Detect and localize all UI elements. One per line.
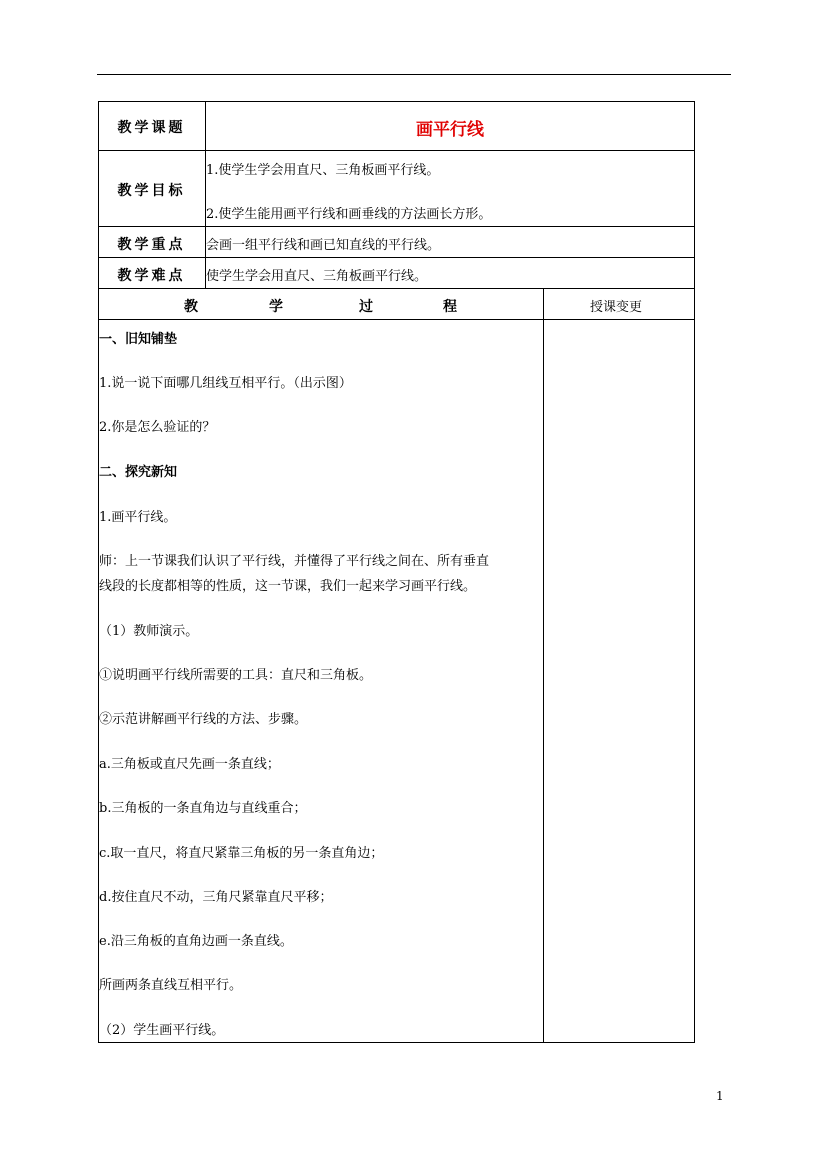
header-rule xyxy=(97,74,731,75)
content-line: c.取一直尺，将直尺紧靠三角板的另一条直角边； xyxy=(99,846,384,861)
content-line: ②示范讲解画平行线的方法、步骤。 xyxy=(99,712,308,727)
process-header-char: 学 xyxy=(269,299,283,315)
content-line: 线段的长度都相等的性质，这一节课，我们一起来学习画平行线。 xyxy=(99,579,477,594)
process-header-char: 过 xyxy=(359,299,373,315)
content-line: e.沿三角板的直角边画一条直线。 xyxy=(99,934,293,949)
section-heading: 一、旧知铺垫 xyxy=(99,332,178,347)
lesson-title: 画平行线 xyxy=(416,120,484,140)
process-header-char: 程 xyxy=(443,299,457,315)
section-heading: 二、探究新知 xyxy=(99,465,178,480)
content-line: ①说明画平行线所需要的工具：直尺和三角板。 xyxy=(99,668,373,683)
content-line: a.三角板或直尺先画一条直线； xyxy=(99,757,280,772)
content-line: d.按住直尺不动，三角尺紧靠直尺平移； xyxy=(99,890,333,905)
row-label-topic: 教学课题 xyxy=(117,120,186,136)
process-header-char: 教 xyxy=(184,299,198,315)
key-point-text: 会画一组平行线和画已知直线的平行线。 xyxy=(206,238,441,253)
table-border-right xyxy=(694,101,695,1042)
content-line: 1.画平行线。 xyxy=(99,510,177,525)
row-label-objectives: 教学目标 xyxy=(117,183,186,199)
content-line: 1.说一说下面哪几组线互相平行。（出示图） xyxy=(99,376,352,391)
content-line: 2.你是怎么验证的？ xyxy=(99,420,216,435)
change-column-divider xyxy=(543,288,544,1042)
table-border-bottom xyxy=(98,1042,695,1043)
objective-line: 2.使学生能用画平行线和画垂线的方法画长方形。 xyxy=(206,207,492,222)
row-label-difficulty: 教学难点 xyxy=(117,268,186,284)
content-line: （2）学生画平行线。 xyxy=(99,1023,225,1038)
row-divider xyxy=(98,288,695,289)
objective-line: 1.使学生学会用直尺、三角板画平行线。 xyxy=(206,163,440,178)
content-line: （1）教师演示。 xyxy=(99,624,199,639)
row-label-key-point: 教学重点 xyxy=(117,237,186,253)
row-divider xyxy=(98,226,695,227)
table-border-top xyxy=(98,101,695,102)
content-line: b.三角板的一条直角边与直线重合； xyxy=(99,801,307,816)
content-line: 师：上一节课我们认识了平行线，并懂得了平行线之间在、所有垂直 xyxy=(99,554,490,569)
page-number: 1 xyxy=(716,1089,724,1103)
row-divider xyxy=(98,319,695,320)
difficulty-text: 使学生学会用直尺、三角板画平行线。 xyxy=(206,269,428,284)
change-header: 授课变更 xyxy=(590,300,643,315)
row-divider xyxy=(98,257,695,258)
content-line: 所画两条直线互相平行。 xyxy=(99,978,243,993)
row-divider xyxy=(98,150,695,151)
